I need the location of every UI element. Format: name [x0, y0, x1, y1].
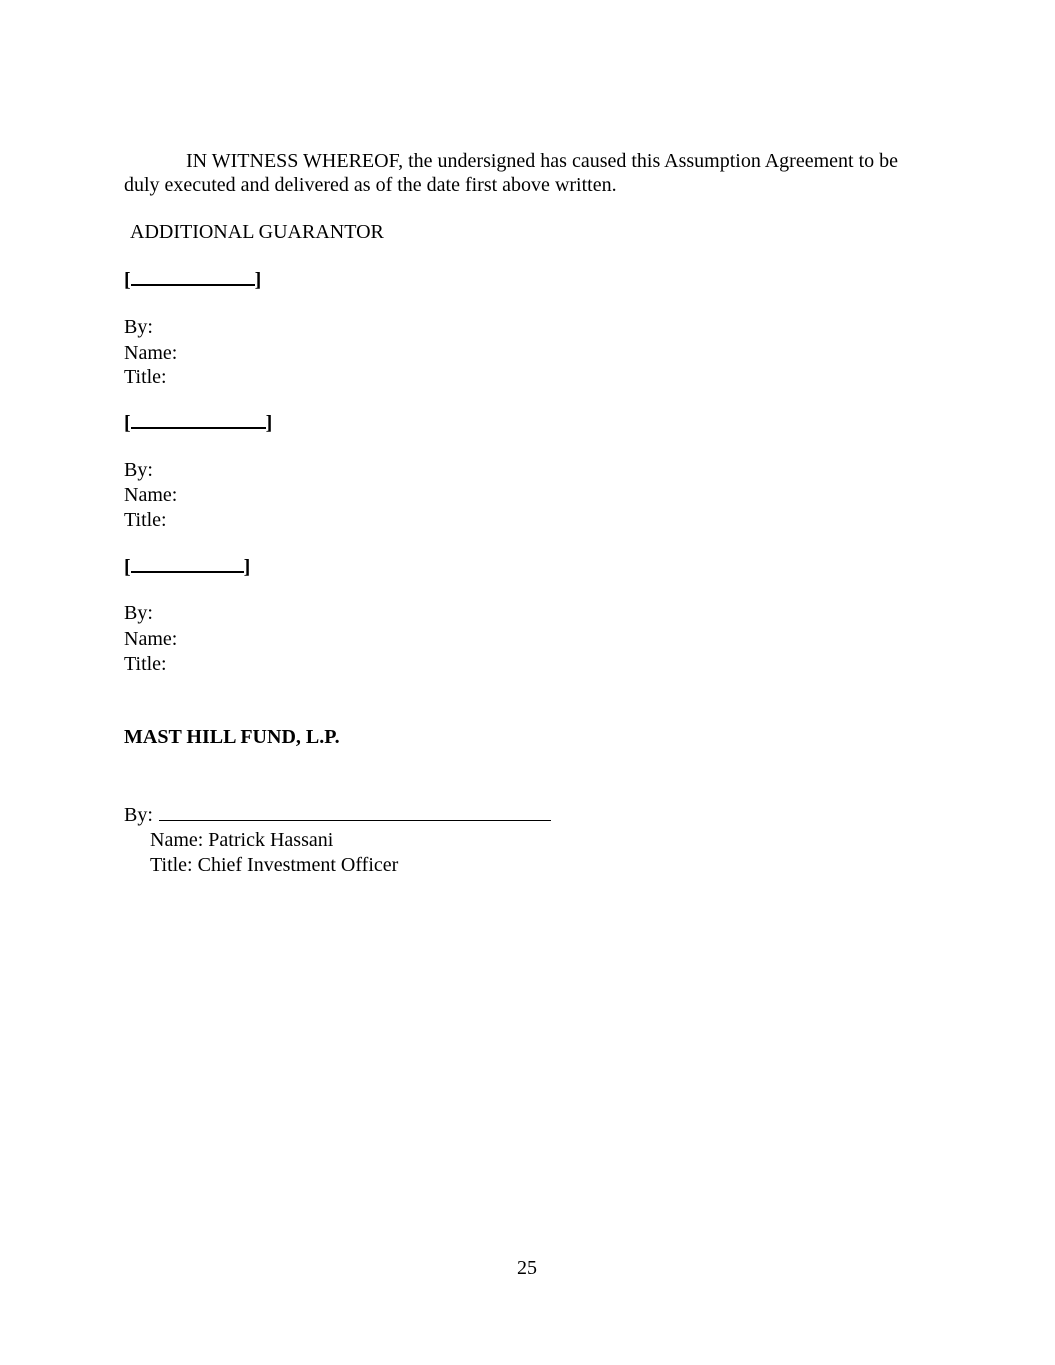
- guarantor-name-label-1: Name:: [124, 342, 178, 364]
- guarantor-by-label-2: By:: [124, 459, 153, 481]
- guarantor-title-label-3: Title:: [124, 653, 167, 675]
- mast-hill-by-label: By:: [124, 804, 153, 826]
- additional-guarantor-heading: ADDITIONAL GUARANTOR: [130, 221, 384, 243]
- guarantor-by-label-3: By:: [124, 602, 153, 624]
- witness-line-1: IN WITNESS WHEREOF, the undersigned has caused this Assumption Agreement to be: [186, 150, 899, 172]
- guarantor-name-label-3: Name:: [124, 628, 178, 650]
- guarantor-name-placeholder-1: [ ]: [124, 269, 262, 291]
- guarantor-by-label-1: By:: [124, 316, 153, 338]
- guarantor-title-label-1: Title:: [124, 366, 167, 388]
- mast-hill-name: Name: Patrick Hassani: [150, 829, 334, 851]
- guarantor-name-placeholder-3: [ ]: [124, 556, 251, 578]
- signature-line: [159, 802, 551, 821]
- mast-hill-signature-row: [124, 802, 551, 827]
- guarantor-name-placeholder-2: [ ]: [124, 412, 273, 434]
- mast-hill-title: Title: Chief Investment Officer: [150, 854, 399, 876]
- mast-hill-heading: MAST HILL FUND, L.P.: [124, 726, 340, 748]
- guarantor-title-label-2: Title:: [124, 509, 167, 531]
- guarantor-name-label-2: Name:: [124, 484, 178, 506]
- witness-line-2: duly executed and delivered as of the date first above written.: [124, 174, 617, 196]
- page-number: 25: [517, 1257, 537, 1279]
